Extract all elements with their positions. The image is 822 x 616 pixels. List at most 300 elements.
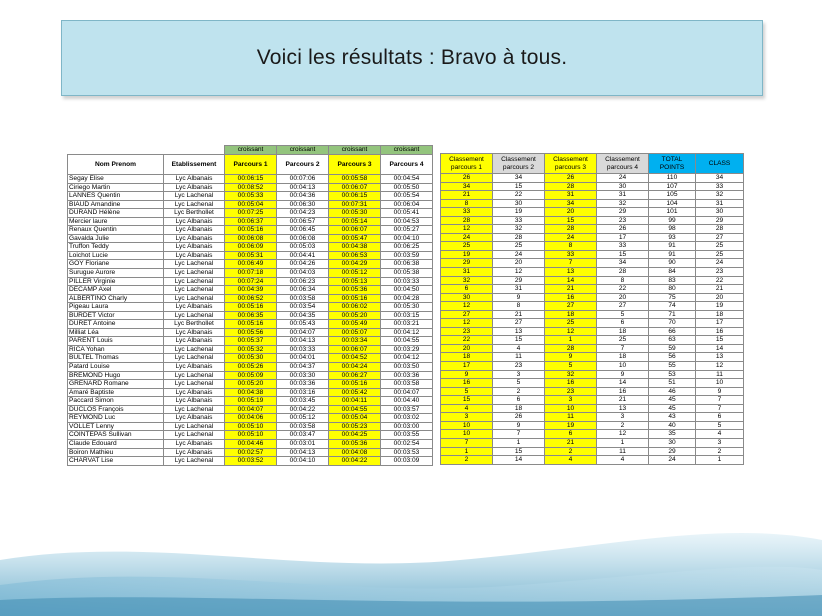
header-etablissement: Etablissement: [164, 155, 225, 175]
cell-parcours-3: 00:06:02: [329, 303, 381, 312]
cell-total-points: 107: [649, 182, 696, 191]
cell-classement-1: 21: [441, 191, 493, 200]
cell-classement-4: 17: [597, 233, 649, 242]
cell-parcours-3: 00:04:29: [329, 260, 381, 269]
cell-parcours-4: 00:04:55: [381, 337, 433, 346]
cell-classement-1: 12: [441, 319, 493, 328]
cell-classement-2: 28: [493, 233, 545, 242]
results-table-times: [67, 145, 433, 466]
cell-parcours-1: 00:04:39: [225, 286, 277, 295]
cell-etablissement: Lyc Albanais: [164, 328, 225, 337]
cell-nom-prenom: DECAMP Axel: [68, 286, 164, 295]
cell-classement-4: 16: [597, 387, 649, 396]
cell-classement-3: 11: [545, 413, 597, 422]
table-row: [68, 345, 433, 354]
cell-parcours-4: 00:03:09: [381, 457, 433, 466]
cell-classement-2: 32: [493, 225, 545, 234]
cell-classement-4: 28: [597, 268, 649, 277]
cell-classement-3: 8: [545, 242, 597, 251]
cell-parcours-4: 00:04:12: [381, 354, 433, 363]
cell-parcours-3: 00:04:55: [329, 405, 381, 414]
cell-classement-1: 4: [441, 404, 493, 413]
cell-parcours-2: 00:04:10: [277, 457, 329, 466]
table-row: [68, 226, 433, 235]
cell-parcours-4: 00:05:41: [381, 209, 433, 218]
cell-parcours-2: 00:04:13: [277, 448, 329, 457]
cell-nom-prenom: Claude Edouard: [68, 439, 164, 448]
table-row: [441, 259, 744, 268]
cell-nom-prenom: CHARVAT Lise: [68, 457, 164, 466]
table-row: [68, 422, 433, 431]
cell-parcours-2: 00:04:35: [277, 311, 329, 320]
cell-classement-3: 21: [545, 285, 597, 294]
cell-class: 1: [696, 456, 744, 465]
cell-classement-2: 19: [493, 208, 545, 217]
cell-parcours-1: 00:07:24: [225, 277, 277, 286]
cell-parcours-2: 00:03:01: [277, 439, 329, 448]
table-row: [68, 192, 433, 201]
cell-classement-3: 23: [545, 387, 597, 396]
cell-classement-1: 9: [441, 370, 493, 379]
cell-parcours-2: 00:04:13: [277, 337, 329, 346]
cell-classement-4: 7: [597, 344, 649, 353]
cell-etablissement: Lyc Albanais: [164, 183, 225, 192]
cell-parcours-4: 00:03:55: [381, 431, 433, 440]
cell-classement-3: 16: [545, 379, 597, 388]
table-row: [68, 371, 433, 380]
cell-parcours-4: 00:03:33: [381, 277, 433, 286]
cell-total-points: 55: [649, 362, 696, 371]
cell-parcours-2: 00:04:36: [277, 192, 329, 201]
cell-class: 27: [696, 233, 744, 242]
cell-classement-2: 29: [493, 276, 545, 285]
cell-parcours-3: 00:06:07: [329, 345, 381, 354]
cell-classement-3: 33: [545, 250, 597, 259]
cell-parcours-3: 00:05:12: [329, 269, 381, 278]
cell-nom-prenom: PARENT Louis: [68, 337, 164, 346]
cell-etablissement: Lyc Lachenal: [164, 354, 225, 363]
cell-classement-3: 31: [545, 191, 597, 200]
cell-nom-prenom: Surugue Aurore: [68, 269, 164, 278]
cell-classement-1: 12: [441, 302, 493, 311]
cell-classement-3: 19: [545, 421, 597, 430]
cell-parcours-1: 00:05:26: [225, 363, 277, 372]
cell-classement-1: 17: [441, 362, 493, 371]
cell-classement-2: 34: [493, 174, 545, 183]
table-row: [441, 387, 744, 396]
cell-classement-3: 15: [545, 216, 597, 225]
cell-classement-4: 14: [597, 379, 649, 388]
cell-total-points: 110: [649, 174, 696, 183]
cell-nom-prenom: COINTEPAS Sullivan: [68, 431, 164, 440]
table-row: [68, 328, 433, 337]
cell-classement-2: 30: [493, 199, 545, 208]
cell-classement-3: 21: [545, 438, 597, 447]
cell-total-points: 56: [649, 353, 696, 362]
croissant-label: croissant: [225, 146, 277, 155]
header-parcours-4: Parcours 4: [381, 155, 433, 175]
cell-classement-4: 5: [597, 310, 649, 319]
cell-total-points: 104: [649, 199, 696, 208]
cell-nom-prenom: Mercier laure: [68, 217, 164, 226]
table-row: [68, 234, 433, 243]
cell-classement-1: 25: [441, 242, 493, 251]
cell-classement-1: 2: [441, 456, 493, 465]
table-row: [441, 208, 744, 217]
header-parcours-3: Parcours 3: [329, 155, 381, 175]
table-row: [68, 217, 433, 226]
cell-parcours-1: 00:06:35: [225, 311, 277, 320]
cell-parcours-3: 00:05:58: [329, 175, 381, 184]
table-row: [441, 404, 744, 413]
cell-class: 19: [696, 302, 744, 311]
cell-classement-4: 8: [597, 276, 649, 285]
cell-nom-prenom: RICA Yohan: [68, 345, 164, 354]
cell-parcours-4: 00:03:57: [381, 405, 433, 414]
table-row: [441, 396, 744, 405]
cell-classement-1: 7: [441, 438, 493, 447]
cell-parcours-1: 00:05:16: [225, 320, 277, 329]
cell-class: 10: [696, 379, 744, 388]
cell-parcours-1: 00:08:52: [225, 183, 277, 192]
cell-total-points: 91: [649, 242, 696, 251]
cell-classement-4: 11: [597, 447, 649, 456]
cell-parcours-1: 00:04:06: [225, 414, 277, 423]
cell-classement-2: 9: [493, 293, 545, 302]
table-row: [441, 182, 744, 191]
cell-class: 32: [696, 191, 744, 200]
cell-parcours-3: 00:06:53: [329, 251, 381, 260]
cell-classement-4: 12: [597, 430, 649, 439]
cell-parcours-4: 00:06:25: [381, 243, 433, 252]
cell-etablissement: Lyc Lachenal: [164, 286, 225, 295]
cell-etablissement: Lyc Albanais: [164, 251, 225, 260]
table-row: [68, 380, 433, 389]
cell-parcours-4: 00:03:29: [381, 345, 433, 354]
table-row: [68, 277, 433, 286]
cell-etablissement: Lyc Lachenal: [164, 345, 225, 354]
cell-total-points: 46: [649, 387, 696, 396]
cell-parcours-3: 00:05:36: [329, 439, 381, 448]
cell-parcours-4: 00:05:38: [381, 269, 433, 278]
cell-etablissement: Lyc Lachenal: [164, 192, 225, 201]
cell-total-points: 45: [649, 404, 696, 413]
cell-nom-prenom: Patard Louise: [68, 363, 164, 372]
croissant-label: croissant: [277, 146, 329, 155]
cell-parcours-4: 00:04:50: [381, 286, 433, 295]
cell-classement-4: 13: [597, 404, 649, 413]
cell-class: 3: [696, 438, 744, 447]
results-table-ranking: [440, 145, 744, 465]
cell-classement-1: 10: [441, 430, 493, 439]
cell-classement-4: 3: [597, 413, 649, 422]
cell-parcours-2: 00:05:12: [277, 414, 329, 423]
cell-class: 31: [696, 199, 744, 208]
cell-classement-3: 14: [545, 276, 597, 285]
table-row: [68, 294, 433, 303]
table-row: [68, 243, 433, 252]
cell-classement-2: 21: [493, 310, 545, 319]
cell-classement-4: 21: [597, 396, 649, 405]
cell-parcours-2: 00:04:26: [277, 260, 329, 269]
cell-class: 34: [696, 174, 744, 183]
table-row: [441, 438, 744, 447]
cell-etablissement: Lyc Albanais: [164, 337, 225, 346]
cell-classement-3: 10: [545, 404, 597, 413]
cell-classement-3: 34: [545, 199, 597, 208]
cell-classement-3: 26: [545, 174, 597, 183]
cell-classement-1: 23: [441, 327, 493, 336]
cell-parcours-4: 00:03:36: [381, 371, 433, 380]
cell-parcours-2: 00:03:58: [277, 422, 329, 431]
cell-total-points: 59: [649, 344, 696, 353]
cell-nom-prenom: Paccard Simon: [68, 397, 164, 406]
cell-parcours-1: 00:06:15: [225, 175, 277, 184]
cell-nom-prenom: GOY Floriane: [68, 260, 164, 269]
cell-parcours-2: 00:03:54: [277, 303, 329, 312]
cell-classement-3: 7: [545, 259, 597, 268]
cell-classement-2: 5: [493, 379, 545, 388]
cell-classement-4: 20: [597, 293, 649, 302]
cell-parcours-4: 00:03:50: [381, 363, 433, 372]
cell-parcours-4: 00:03:02: [381, 414, 433, 423]
cell-parcours-4: 00:03:00: [381, 422, 433, 431]
cell-parcours-2: 00:04:37: [277, 363, 329, 372]
cell-class: 12: [696, 362, 744, 371]
table-row: [68, 431, 433, 440]
table-row: [441, 302, 744, 311]
cell-parcours-4: 00:04:28: [381, 294, 433, 303]
cell-parcours-3: 00:05:23: [329, 422, 381, 431]
cell-nom-prenom: Gavalda Julie: [68, 234, 164, 243]
table-row: [68, 363, 433, 372]
cell-etablissement: Lyc Albanais: [164, 175, 225, 184]
cell-total-points: 66: [649, 327, 696, 336]
cell-classement-4: 34: [597, 259, 649, 268]
table-row: [441, 310, 744, 319]
cell-classement-2: 14: [493, 456, 545, 465]
cell-classement-4: 33: [597, 242, 649, 251]
cell-nom-prenom: Loichot Lucie: [68, 251, 164, 260]
page-title: Voici les résultats : Bravo à tous.: [256, 46, 568, 69]
cell-classement-3: 27: [545, 302, 597, 311]
cell-total-points: 99: [649, 216, 696, 225]
table-row: [441, 174, 744, 183]
cell-classement-4: 27: [597, 302, 649, 311]
cell-total-points: 53: [649, 370, 696, 379]
cell-parcours-1: 00:05:09: [225, 371, 277, 380]
table-row: [441, 370, 744, 379]
cell-classement-1: 10: [441, 421, 493, 430]
cell-parcours-2: 00:06:30: [277, 200, 329, 209]
cell-classement-1: 22: [441, 336, 493, 345]
cell-classement-4: 2: [597, 421, 649, 430]
cell-parcours-1: 00:06:49: [225, 260, 277, 269]
cell-classement-2: 2: [493, 387, 545, 396]
cell-parcours-2: 00:03:45: [277, 397, 329, 406]
table-row: [441, 413, 744, 422]
cell-classement-1: 28: [441, 216, 493, 225]
cell-class: 25: [696, 250, 744, 259]
cell-parcours-4: 00:04:54: [381, 175, 433, 184]
cell-classement-3: 28: [545, 182, 597, 191]
header-classement-parcours-3: Classement parcours 3: [545, 154, 597, 174]
header-class: CLASS: [696, 154, 744, 174]
cell-etablissement: Lyc Lachenal: [164, 431, 225, 440]
cell-total-points: 71: [649, 310, 696, 319]
cell-class: 15: [696, 336, 744, 345]
cell-etablissement: Lyc Lachenal: [164, 260, 225, 269]
cell-nom-prenom: BURDET Victor: [68, 311, 164, 320]
cell-class: 7: [696, 404, 744, 413]
cell-classement-2: 15: [493, 336, 545, 345]
cell-classement-3: 6: [545, 430, 597, 439]
cell-class: 28: [696, 225, 744, 234]
cell-classement-1: 26: [441, 174, 493, 183]
cell-class: 9: [696, 387, 744, 396]
cell-parcours-2: 00:04:41: [277, 251, 329, 260]
cell-nom-prenom: Ciriego Martin: [68, 183, 164, 192]
cell-classement-3: 3: [545, 396, 597, 405]
cell-parcours-1: 00:02:57: [225, 448, 277, 457]
cell-class: 11: [696, 370, 744, 379]
cell-classement-2: 3: [493, 370, 545, 379]
cell-classement-3: 12: [545, 327, 597, 336]
table-row: [441, 216, 744, 225]
cell-parcours-1: 00:05:19: [225, 397, 277, 406]
table-row: [68, 183, 433, 192]
cell-nom-prenom: Milliat Léa: [68, 328, 164, 337]
cell-etablissement: Lyc Lachenal: [164, 294, 225, 303]
header-total-points: TOTAL POINTS: [649, 154, 696, 174]
cell-total-points: 63: [649, 336, 696, 345]
cell-nom-prenom: Truffon Teddy: [68, 243, 164, 252]
cell-nom-prenom: Boiron Mathieu: [68, 448, 164, 457]
cell-nom-prenom: VOLLET Lenny: [68, 422, 164, 431]
table-row: [441, 421, 744, 430]
cell-classement-4: 29: [597, 208, 649, 217]
cell-total-points: 40: [649, 421, 696, 430]
cell-parcours-3: 00:05:36: [329, 286, 381, 295]
cell-etablissement: Lyc Albanais: [164, 217, 225, 226]
cell-classement-3: 5: [545, 362, 597, 371]
cell-classement-4: 1: [597, 438, 649, 447]
cell-classement-4: 32: [597, 199, 649, 208]
cell-parcours-4: 00:05:50: [381, 183, 433, 192]
table-row: [441, 191, 744, 200]
cell-total-points: 105: [649, 191, 696, 200]
cell-parcours-4: 00:04:53: [381, 217, 433, 226]
header-classement-parcours-2: Classement parcours 2: [493, 154, 545, 174]
cell-class: 13: [696, 353, 744, 362]
cell-parcours-3: 00:05:42: [329, 388, 381, 397]
cell-classement-2: 18: [493, 404, 545, 413]
table-row: [441, 250, 744, 259]
cell-parcours-1: 00:05:56: [225, 328, 277, 337]
cell-nom-prenom: PILLER Virginie: [68, 277, 164, 286]
cell-classement-1: 19: [441, 250, 493, 259]
cell-classement-4: 9: [597, 370, 649, 379]
cell-classement-1: 24: [441, 233, 493, 242]
cell-classement-2: 15: [493, 447, 545, 456]
croissant-row: [68, 146, 433, 155]
cell-classement-3: 20: [545, 208, 597, 217]
cell-nom-prenom: REYMOND Luc: [68, 414, 164, 423]
cell-total-points: 93: [649, 233, 696, 242]
cell-parcours-3: 00:04:52: [329, 354, 381, 363]
table-row: [68, 448, 433, 457]
cell-parcours-1: 00:04:38: [225, 388, 277, 397]
cell-nom-prenom: Segay Elise: [68, 175, 164, 184]
cell-etablissement: Lyc Albanais: [164, 397, 225, 406]
cell-parcours-2: 00:03:47: [277, 431, 329, 440]
cell-classement-1: 31: [441, 268, 493, 277]
cell-etablissement: Lyc Albanais: [164, 448, 225, 457]
cell-classement-4: 24: [597, 174, 649, 183]
cell-total-points: 45: [649, 396, 696, 405]
cell-total-points: 30: [649, 438, 696, 447]
cell-parcours-3: 00:05:16: [329, 380, 381, 389]
cell-parcours-2: 00:03:33: [277, 345, 329, 354]
table-row: [68, 337, 433, 346]
cell-parcours-4: 00:04:12: [381, 328, 433, 337]
cell-classement-4: 15: [597, 250, 649, 259]
cell-classement-3: 4: [545, 456, 597, 465]
cell-parcours-1: 00:07:18: [225, 269, 277, 278]
cell-parcours-3: 00:06:07: [329, 183, 381, 192]
table-row: [441, 379, 744, 388]
cell-parcours-3: 00:05:13: [329, 277, 381, 286]
cell-parcours-3: 00:05:49: [329, 320, 381, 329]
cell-classement-2: 11: [493, 353, 545, 362]
cell-parcours-1: 00:05:30: [225, 354, 277, 363]
cell-classement-1: 29: [441, 259, 493, 268]
table-row: [68, 354, 433, 363]
cell-etablissement: Lyc Lachenal: [164, 422, 225, 431]
header-nom-prenom: Nom Prenom: [68, 155, 164, 175]
cell-classement-1: 16: [441, 379, 493, 388]
table-row: [441, 456, 744, 465]
cell-classement-4: 23: [597, 216, 649, 225]
cell-classement-3: 1: [545, 336, 597, 345]
cell-classement-3: 24: [545, 233, 597, 242]
cell-parcours-1: 00:05:37: [225, 337, 277, 346]
cell-total-points: 51: [649, 379, 696, 388]
cell-class: 22: [696, 276, 744, 285]
cell-etablissement: Lyc Lachenal: [164, 405, 225, 414]
table-row: [441, 430, 744, 439]
cell-parcours-3: 00:06:07: [329, 226, 381, 235]
cell-parcours-4: 00:06:04: [381, 200, 433, 209]
cell-parcours-3: 00:06:27: [329, 371, 381, 380]
header-classement-parcours-4: Classement parcours 4: [597, 154, 649, 174]
cell-classement-1: 33: [441, 208, 493, 217]
cell-classement-1: 15: [441, 396, 493, 405]
cell-nom-prenom: BIAUD Amandine: [68, 200, 164, 209]
cell-parcours-3: 00:04:22: [329, 457, 381, 466]
cell-classement-1: 5: [441, 387, 493, 396]
cell-parcours-1: 00:05:16: [225, 226, 277, 235]
cell-classement-4: 6: [597, 319, 649, 328]
table-row: [68, 286, 433, 295]
cell-parcours-1: 00:04:07: [225, 405, 277, 414]
cell-etablissement: Lyc Albanais: [164, 388, 225, 397]
cell-classement-3: 2: [545, 447, 597, 456]
cell-parcours-3: 00:05:16: [329, 294, 381, 303]
cell-classement-2: 24: [493, 250, 545, 259]
cell-parcours-4: 00:03:21: [381, 320, 433, 329]
cell-parcours-1: 00:03:52: [225, 457, 277, 466]
